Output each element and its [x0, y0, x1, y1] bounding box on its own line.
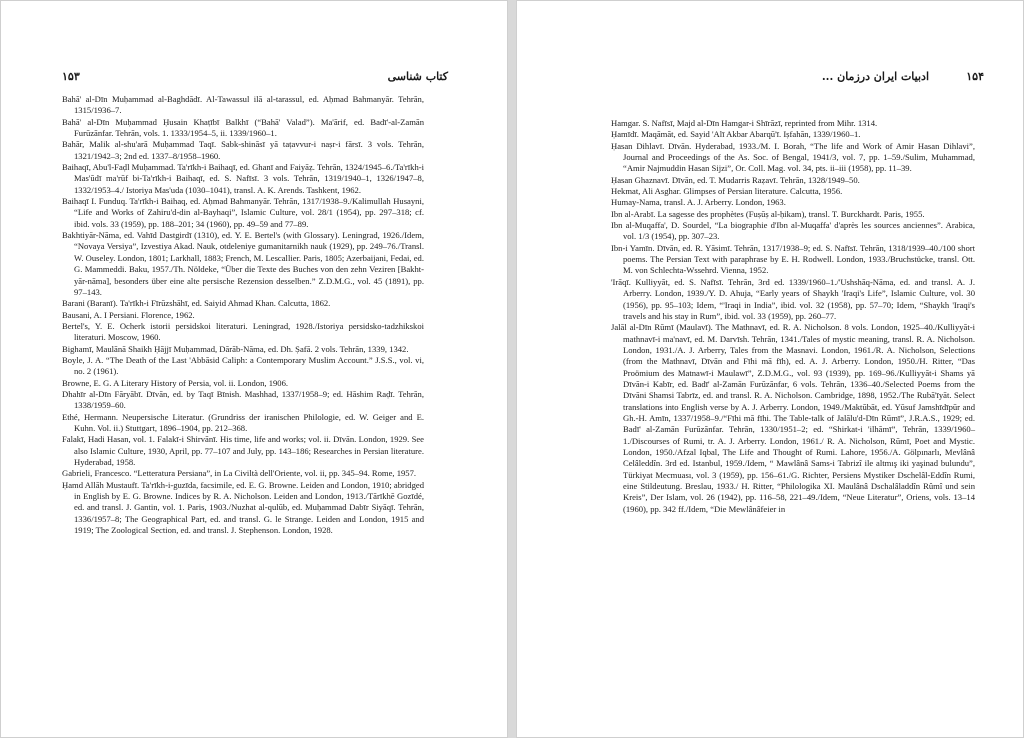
bibliography-list	[611, 118, 975, 515]
bibliography-entry: Bertel's, Y. E. Ocherk istorii persidskoi literaturi. Leningrad, 1928./Istoriya persidsko-tadzhikskoi literaturi. Moscow, 1960.	[62, 320, 424, 343]
bibliography-entry: Dhahīr al-Dīn Fāryābī. Dīvān, ed. by Taqī Bīnish. Mashhad, 1337/1958–9; ed. Hāshim Raḍī. Tehrān, 1338/1959–60.	[62, 388, 424, 411]
bibliography-entry: Boyle, J. A. “The Death of the Last 'Abbāsid Caliph: a Contemporary Muslim Account.” J.S.S., vol. vi, no. 2 (1961).	[62, 354, 424, 377]
bibliography-entry: Bahā' al-Dīn Muḥammad al-Baghdādī. Al-Tawassul ilā al-tarassul, ed. Aḥmad Bahmanyār. Tehrān, 1315/1936–7.	[62, 94, 424, 116]
bibliography-entry: Bighamī, Maulānā Shaikh Ḥājjī Muḥammad, Dārāb-Nāma, ed. Dh. Ṣafā. 2 vols. Tehrān, 1339, 1342.	[62, 343, 409, 354]
bibliography-entry: Hekmat, Ali Asghar. Glimpses of Persian literature. Calcutta, 1956.	[611, 186, 843, 197]
right-page	[516, 0, 1024, 738]
bibliography-entry: Ibn al-Muqaffa', D. Sourdel, “La biographie d'Ibn al-Muqaffa' d'après les sources anciennes”. Arabica, vol. 1/3 (1954), pp. 307–23.	[611, 220, 975, 242]
bibliography-entry: Ibn-i Yamīn. Dīvān, ed. R. Yāsimī. Tehrān, 1317/1938–9; ed. S. Nafīsī. Tehrān, 1318/1939–40./100 short poems. The Persian Text with paraphrase by E. H. Rodwell. London, 1933./Bruchstücke, transl. Ott. M. von Schlechta-Wssehrd. Vienna, 1952.	[611, 242, 975, 276]
bibliography-entry: Bahār, Malik al-shu'arā Muḥammad Taqī. Sabk-shināsī yā taṭavvur-i naṣr-i fārsī. 3 vols. Tehrān, 1321/1942–3; 2nd ed. 1337–8/1958–1960.	[62, 139, 424, 161]
bibliography-entry: Gabrieli, Francesco. “Letteratura Persiana”, in La Civiltà dell'Oriente, vol. ii, pp. 345–94. Rome, 1957.	[62, 468, 417, 479]
bibliography-entry: Humay-Nama, transl. A. J. Arberry. London, 1963.	[611, 197, 786, 208]
bibliography-entry: Barani (Baranī). Ta'rīkh-i Fīrūzshāhī, ed. Saiyid Ahmad Khan. Calcutta, 1862.	[62, 298, 331, 309]
running-title: کتاب شناسی	[387, 70, 448, 83]
bibliography-entry: Baihaqī, Abu'l-Faḍl Muḥammad. Ta'rīkh-i Baihaqī, ed. Ghanī and Faiyāẓ. Tehrān, 1324/1945–6./Ta'rīkh-i Mas'ūdī ma'rūf bi-Ta'rīkh-i Baihaqī, ed. S. Nafīsī. 3 vols. Tehrān, 1319/1940–1, 1326/1947–8, 1332/1953–4./ Istoriya Mas'uda (1030–1041), transl. A. K. Arends. Tashkent, 1962.	[62, 162, 424, 195]
left-page	[0, 0, 508, 738]
bibliography-entry: Browne, E. G. A Literary History of Persia, vol. ii. London, 1906.	[62, 377, 289, 388]
bibliography-entry: Ḥasan Ghaznavī. Dīvān, ed. T. Mudarris Raẓavī. Tehrān, 1328/1949–50.	[611, 174, 860, 185]
bibliography-list	[62, 94, 424, 536]
bibliography-entry: 'Irāqī. Kulliyyāt, ed. S. Nafīsī. Tehrān, 3rd ed. 1339/1960–1./'Ushshāq-Nāma, ed. and transl. A. J. Arberry. London, 1939./Y. D. Ahuja, “Early years of Shaykh 'Iraqi's Life”, Islamic Culture, vol. 30 (1956), pp. 95–103; Idem, “'Iraqi in India”, ibid. vol. 32 (1958), pp. 57–70; Idem, “Shaykh 'Iraqi's travels and his stay in Rum”, ibid. vol. 33 (1959), pp. 260–77.	[611, 276, 975, 321]
bibliography-entry: Ibn al-Arabī. La sagesse des prophètes (Fuṣūṣ al-ḥikam), transl. T. Burckhardt. Paris, 1955.	[611, 208, 925, 219]
running-title: ادبیات ایران درزمان ...	[821, 70, 929, 83]
bibliography-entry: Baihaqī I. Funduq. Ta'rīkh-i Baihaq, ed. Aḥmad Bahmanyār. Tehrān, 1317/1938–9./Kalimullah Husayni, “Life and Works of Zahiru'd-din al-Bayhaqi”, Islamic Culture, vol. 28/1 (1954), pp. 297–318; cf. ibid. vols. 33 (1959), pp. 188–201; 34 (1960), pp. 49–59 and 77–89.	[62, 196, 424, 229]
bibliography-entry: Bausani, A. I Persiani. Florence, 1962.	[62, 309, 195, 320]
bibliography-entry: Falakī, Hadi Hasan, vol. 1. Falakī-i Shirvānī. His time, life and works; vol. ii. Dīvān. London, 1929. See also Islamic Culture, 1930, April, pp. 77–107 and July, pp. 143–186; Researches in Persian literature. Hyderabad, 1958.	[62, 434, 424, 467]
bibliography-entry: Ethé, Hermann. Neupersische Literatur. (Grundriss der iranischen Philologie, ed. W. Geiger and E. Kuhn. Vol. ii.) Stuttgart, 1896–1904, pp. 212–368.	[62, 411, 424, 433]
bibliography-entry: Hamgar. S. Nafīsī, Majd al-Dīn Hamgar-i Shīrāzī, reprinted from Mihr. 1314.	[611, 118, 878, 128]
bibliography-entry: Jalāl al-Dīn Rūmī (Maulavī). The Mathnavī, ed. R. A. Nicholson. 8 vols. London, 1925–40./Kulliyyāt-i mathnavī-i ma'navī, ed. M. Darvīsh. Tehrān, 1341./Tales of mystic meaning, transl. R. A. Nicholson. London, 1931./A. J. Arberry, Tales from the Masnavi. London, 1961./R. A. Nicholson, Selections (from the Mathnavī, Dīvān and Fīhi mā fīh), ed. A. J. Arberry. London, 1950./H. Ritter, “Das Proömium des Matnawī-i Maulawī”, Z.D.M.G., vol. 93 (1939), pp. 169–96./Kulliyyāt-i Shams yā Dīvān-i Kabīr, ed. Badī' al-Zamān Furūzānfar, 6 vols. Tehrān, 1336–40./Selected Poems from the Dīvāni Shamsi Tabrīz, ed. and transl. R. A. Nicholson. Cambridge, 1898, 1952./The Rubā'īyāt. Select translations into English verse by A. J. Arberry. London, 1949./Maktūbāt, ed. Yūsuf Jamshīdīpūr and Gh.-H. Amīn, 1337/1958–9./“Fīhi mā fīhi. The Table-talk of Jalālu'd-Dīn Rūmī”, J.R.A.S., 1929; ed. Badī' al-Zamān Furūzānfar. Tehrān, 1330/1951–2; ed. “Shirkat-i 'ilhāmī”, Tehrān, 1339/1960–1./Discourses of Rumi, tr. A. J. Arberry. London, 1961./ R. A. Nicholson, Rūmī, Poet and Mystic. London, 1950./Afzal Iqbal, The Life and Thought of Rumi. Lahore, 1956./A. Gölpınarlı, Mevlânâ Celâleddîn. 3rd ed. Istanbul, 1959./Idem, “ Mawlânâ Sams-i Tabrizî ile altmış iki yaşinad bulundu”, Türkiyat Mecmuası, vol. 3 (1959), pp. 156–61./G. Richter, Persiens Mystiker Dschelâl-Eddîn Rumi, eine Stildeutung. Breslau, 1933./ H. Ritter, “Philologika XI. Maulânâ Dschalâladdîn Rûmî und sein Kreis”, Der Islam, vol. 26 (1942), pp. 116–58, 221–49./Idem, “Neue Literatur”, Oriens, vols. 13–14 (1960), pp. 342 ff./Idem, “Die Mewlânâfeier in	[611, 322, 975, 514]
bibliography-entry: Bahā' al-Dīn Muḥammad Ḥusain Khaṭībī Balkhī (“Bahā' Valad”). Ma'ārif, ed. Badī'-al-Zamān Furūzānfar. Tehrān, vols. 1. 1333/1954–5, ii. 1339/1960–1.	[62, 116, 424, 139]
page-number: ۱۵۴	[966, 70, 984, 83]
bibliography-entry: Ḥamd Allāh Mustaufī. Ta'rīkh-i-guzīda, facsimile, ed. E. G. Browne. Leiden and London, 1910; abridged in English by E. G. Browne. Indices by R. A. Nicholson. Leiden and London, 1913./Tārīkhē Gozīdé, ed. and transl. J. Gantin, vol. 1. Paris, 1903./Nuzhat al-qulūb, ed. Muḥammad Dabīr Siyāqī. Tehrān, 1336/1957–8; The Geographical Part, ed. and transl. G. le Strange. Leiden and London, 1915 and 1919; The Zoological Section, ed. and transl. J. Stephenson. London, 1928.	[62, 479, 424, 536]
bibliography-entry: Bakhtiyār-Nāma, ed. Vahīd Dastgirdī (1310), ed. Y. E. Bertel's (with Glossary). Leningrad, 1926./Idem, “Novaya Versiya”, Izvestiya Akad. Nauk, otdeleniye gumanitarnikh nauk (1929), pp. 249–76./Transl. W. Ouseley. London, 1801; Larkhall, 1883; French, M. Lescallier. Paris, 1805; Azerbaijani, Fedai, ed. G. Mammeddi. Baku, 1957./Th. Nöldeke, “Über die Texte des Buches von den zehn Veziren [Bakht-yār-nāma], besonders über eine alte persische Rezension desselben.” Z.D.M.G., vol. 45 (1891), pp. 97–143.	[62, 230, 424, 297]
bibliography-entry: Ḥasan Dihlavī. Dīvān. Hyderabad, 1933./M. I. Borah, “The life and Work of Amir Hasan Dihlavi”, Journal and Proceedings of the As. Soc. of Bengal, 1941/3, vol. 7, pp. 1–59./Sulim, Muhammad, “Amir Najmuddin Hasan Sijzi”, Or. Coll. Mag. vol. 34, pts. ii–iii (1958), pp. 11–39.	[611, 140, 975, 174]
page-number: ۱۵۳	[62, 70, 80, 83]
bibliography-entry: Ḥamīdī. Maqāmāt, ed. Sayid 'Alī Akbar Abarqū'ī. Iṣfahān, 1339/1960–1.	[611, 129, 861, 140]
